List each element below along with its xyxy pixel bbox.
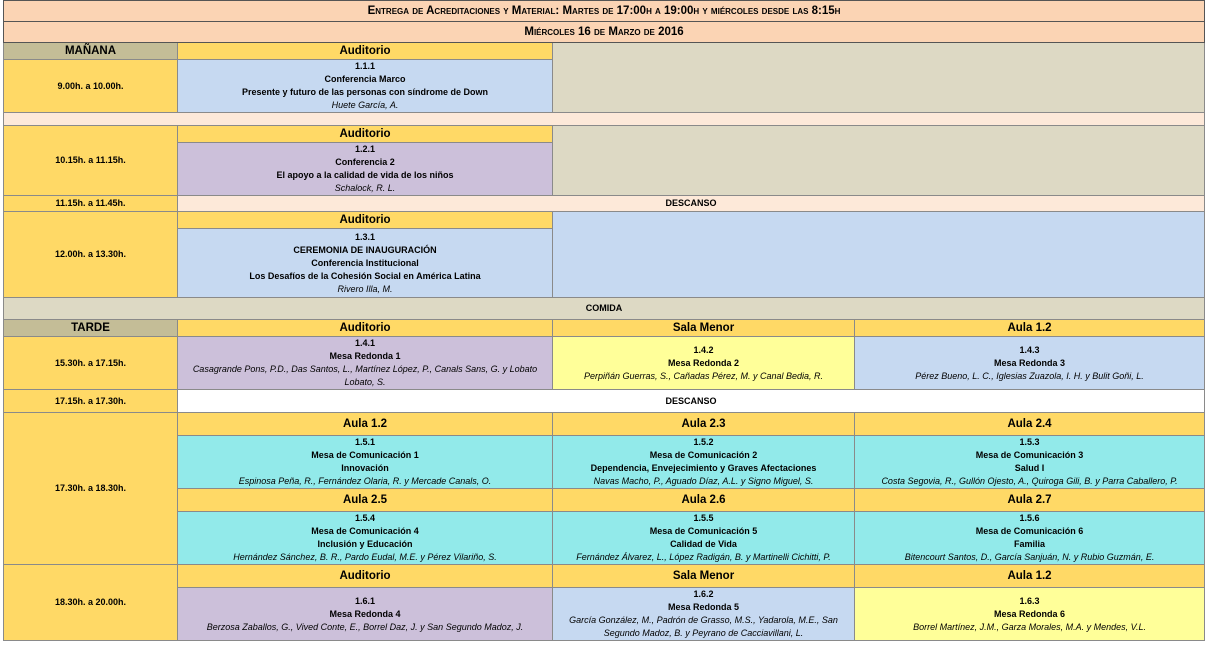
room-label: Aula 1.2 (178, 413, 553, 436)
session-authors: Bitencourt Santos, D., García Sanjuán, N. y Rubio Guzmán, E. (904, 552, 1155, 562)
session-cell (855, 588, 1205, 641)
room-label: Aula 1.2 (855, 565, 1205, 588)
break-label: DESCANSO (178, 390, 1205, 413)
registration-banner: Entrega de Acreditaciones y Material: Martes de 17:00h a 19:00h y miércoles desde las 8:15h (4, 1, 1205, 22)
session-title: Inclusión y Educación (317, 539, 413, 549)
time-slot: 18.30h. a 20.00h. (4, 565, 178, 641)
session-code: 1.4.1 (354, 338, 376, 348)
time-slot: 11.15h. a 11.45h. (4, 196, 178, 212)
time-slot: 10.15h. a 11.15h. (4, 126, 178, 196)
room-label: Aula 2.7 (855, 489, 1205, 512)
session-cell (178, 512, 553, 565)
room-label: Sala Menor (553, 320, 855, 337)
date-banner: Miércoles 16 de Marzo de 2016 (4, 22, 1205, 43)
session-title: Calidad de Vida (670, 539, 737, 549)
session-type: Mesa Redonda 2 (667, 357, 740, 368)
session-type: Mesa de Comunicación 2 (649, 450, 758, 460)
session-type: Mesa de Comunicación 5 (649, 526, 758, 536)
empty-cell (553, 126, 1205, 196)
time-slot: 15.30h. a 17.15h. (4, 337, 178, 390)
room-label: Aula 1.2 (855, 320, 1205, 337)
room-label: Auditorio (178, 43, 553, 60)
session-code: 1.6.1 (354, 595, 376, 606)
session-authors: Rivero Illa, M. (337, 283, 393, 294)
session-cell (855, 436, 1205, 489)
room-label: Auditorio (178, 320, 553, 337)
session-authors: Costa Segovia, R., Gullón Ojesto, A., Quiroga Gili, B. y Parra Caballero, P. (881, 476, 1178, 486)
session-title: Los Desafíos de la Cohesión Social en América Latina (249, 270, 481, 281)
session-authors: Schalock, R. L. (334, 183, 396, 193)
session-authors: Casagrande Pons, P.D., Das Santos, L., Martínez López, P., Canals Sans, G. y Lobato Lobato, S. (192, 364, 538, 387)
session-cell (178, 436, 553, 489)
session-cell (855, 512, 1205, 565)
session-title: El apoyo a la calidad de vida de los niños (276, 170, 454, 180)
session-title: Salud I (1014, 463, 1045, 473)
session-code: 1.4.2 (693, 344, 714, 355)
session-type: Mesa Redonda 4 (329, 608, 401, 619)
schedule-table (3, 0, 1205, 641)
room-label: Sala Menor (553, 565, 855, 588)
room-label: Auditorio (178, 212, 553, 229)
session-type: CEREMONIA DE INAUGURACIÓN (293, 244, 437, 255)
session-type: Mesa de Comunicación 3 (975, 450, 1084, 460)
spacer-row (4, 113, 1205, 126)
session-type: Mesa de Comunicación 4 (311, 526, 419, 536)
session-type: Mesa Redonda 3 (994, 357, 1066, 368)
session-cell (178, 337, 553, 390)
time-slot: 17.30h. a 18.30h. (4, 413, 178, 565)
session-type: Mesa de Comunicación 6 (975, 526, 1084, 536)
session-authors: García González, M., Padrón de Grasso, M.S., Yadarola, M.E., San Segundo Madoz, B. y Peyrano de Cacciavillani, L. (569, 615, 838, 638)
session-code: 1.5.1 (354, 437, 376, 447)
session-code: 1.5.3 (1019, 437, 1040, 447)
session-cell (178, 143, 553, 196)
session-code: 1.5.5 (693, 513, 714, 523)
session-type-2: Conferencia Institucional (311, 257, 419, 268)
afternoon-label: TARDE (4, 320, 178, 337)
time-slot: 17.15h. a 17.30h. (4, 390, 178, 413)
session-code: 1.5.2 (693, 437, 714, 447)
session-authors: Perpiñán Guerras, S., Cañadas Pérez, M. y Canal Bedia, R. (583, 370, 824, 381)
session-type: Conferencia Marco (324, 74, 406, 84)
empty-cell (553, 212, 1205, 298)
session-type: Mesa Redonda 6 (994, 608, 1066, 619)
room-label: Aula 2.4 (855, 413, 1205, 436)
session-code: 1.2.1 (354, 144, 376, 154)
session-authors: Navas Macho, P., Aguado Díaz, A.L. y Signo Miguel, S. (593, 476, 814, 486)
session-title: Presente y futuro de las personas con síndrome de Down (241, 87, 489, 97)
room-label: Auditorio (178, 126, 553, 143)
session-cell (553, 436, 855, 489)
session-type: Mesa de Comunicación 1 (311, 450, 419, 460)
time-slot: 9.00h. a 10.00h. (4, 60, 178, 113)
session-authors: Borrel Martínez, J.M., Garza Morales, M.A. y Mendes, V.L. (913, 621, 1146, 632)
room-label: Auditorio (178, 565, 553, 588)
session-title: Innovación (341, 463, 389, 473)
session-code: 1.3.1 (354, 231, 376, 242)
session-code: 1.6.3 (1019, 595, 1040, 606)
session-authors: Berzosa Zaballos, G., Vived Conte, E., Borrel Daz, J. y San Segundo Madoz, J. (206, 621, 524, 632)
session-type: Conferencia 2 (335, 157, 395, 167)
session-cell (553, 337, 855, 390)
session-authors: Pérez Bueno, L. C., Iglesias Zuazola, I. H. y Bulit Goñi, L. (915, 370, 1144, 381)
session-code: 1.6.2 (693, 589, 714, 599)
session-type: Mesa Redonda 5 (667, 602, 740, 612)
session-authors: Fernández Álvarez, L., López Radigán, B. y Martinelli Cichitti, P. (576, 552, 831, 562)
session-title: Dependencia, Envejecimiento y Graves Afectaciones (590, 463, 817, 473)
time-slot: 12.00h. a 13.30h. (4, 212, 178, 298)
session-authors: Huete García, A. (331, 100, 399, 110)
session-cell (178, 60, 553, 113)
room-label: Aula 2.3 (553, 413, 855, 436)
session-authors: Hernández Sánchez, B. R., Pardo Eudal, M.E. y Pérez Vilariño, S. (233, 552, 497, 562)
session-code: 1.1.1 (354, 61, 376, 71)
break-label: DESCANSO (178, 196, 1205, 212)
session-cell (553, 588, 855, 641)
morning-label: MAÑANA (4, 43, 178, 60)
session-type: Mesa Redonda 1 (329, 351, 401, 361)
session-code: 1.4.3 (1019, 344, 1040, 355)
session-code: 1.5.4 (354, 513, 376, 523)
room-label: Aula 2.6 (553, 489, 855, 512)
empty-cell (553, 43, 1205, 113)
session-code: 1.5.6 (1019, 513, 1040, 523)
session-cell (553, 512, 855, 565)
session-cell (178, 229, 553, 298)
session-title: Familia (1014, 539, 1046, 549)
room-label: Aula 2.5 (178, 489, 553, 512)
session-cell (855, 337, 1205, 390)
lunch-label: COMIDA (4, 298, 1205, 320)
session-authors: Espinosa Peña, R., Fernández Olaria, R. y Mercade Canals, O. (238, 476, 492, 486)
session-cell (178, 588, 553, 641)
